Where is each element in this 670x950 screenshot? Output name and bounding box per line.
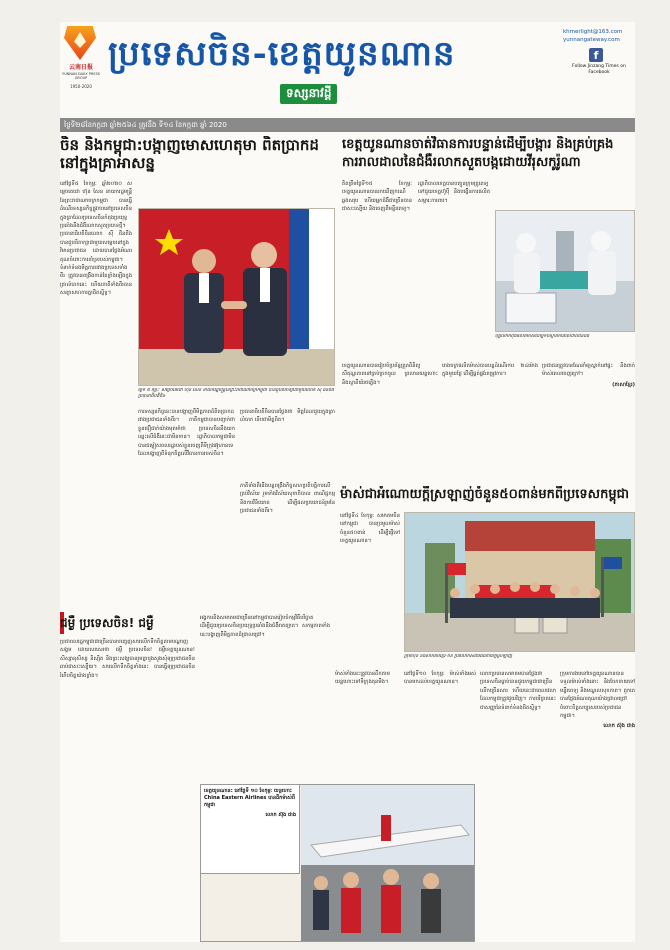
column-text: នៅថ្ងៃទី១០ ខែកុម្ភៈ ម៉ាស់ទាំងអស់បានមកដល់ខេត្តយូនណាន។ — [404, 671, 476, 686]
article-column-1 — [60, 180, 132, 608]
article-column-13 — [404, 670, 476, 780]
article-column-8 — [542, 362, 635, 482]
column-text: នៅថ្ងៃទី៤ ខែកុម្ភៈ សមាគមចិននៅកម្ពុជា បានប្រមូលម៉ាស់ចំនួន៥០ពាន់ ដើម្បីផ្ញើទៅខេត្តយូនណាន។ — [340, 513, 400, 545]
headline-main: ចិន និងកម្ពុជា:បង្កាញមោសហេតុមា ពិតប្រាកដនៅក្នុងគ្រាអាសន្ន — [60, 136, 319, 172]
logo-years: 1950-2020 — [70, 84, 92, 89]
article-signature: (ភាសាខ្មែរ) — [612, 381, 635, 388]
column-text: នៅថ្ងៃទី៥ ខែកុម្ភៈ ឆ្នាំ២០២០ សម្តេចតេជោ ហ៊ុន សែន នាយករដ្ឋមន្ត្រីនៃព្រះរាជាណាចក្រកម្ពុជា បានធ្វើដំណើរទស្សនកិច្ចផ្លូវការនៅប្រទេសចិន ក្នុងគ្រាដែលប្រទេសចិនកំពុងប្រយុទ្ធប្រឆាំងនឹងជំងឺរលាកសួតប្រភេទថ្មី។ ប្រធានាធិបតីចិនលោក ស៊ី ជីនពីង បានជួបពិភាក្សាជាមួយសម្តេចនៅក្នុងវិមានប្រជាជន ដោយបានថ្លែងអំណរគុណចំពោះការគាំទ្ររបស់កម្ពុជា។ ទំនាក់ទំនងមិត្តភាពរវាងប្រទេសទាំងពីរ ត្រូវបានពង្រឹងកាន់តែខ្លាំងឡើងក្នុងគ្រាលំបាកនេះ ហើយភាគីទាំងពីរបានសន្យាសហការគ្នាជិតស្និទ្ធ។ — [60, 181, 132, 297]
masthead-title: ប្រទេសចិន-ខេត្តយូនណាន — [108, 34, 456, 74]
facebook-follow-text: Follow Jinzang Times on Facebook — [572, 64, 626, 75]
logo-english-name: YUNNAN DAILY PRESS GROUP — [61, 72, 101, 80]
publisher-logo — [60, 22, 102, 102]
column-text: លោកប្រធានសមាគមបានថ្លែងថា ប្រទេសចិនធ្លាប់បានជួយកម្ពុជាជាច្រើនលើកច្រើនសារ ហើយនេះជាពេលវេលាដែលកម្ពុជាត្រូវជួយវិញ។ ការបរិច្ចាគនេះ ជាសញ្ញានៃទំនាក់ទំនងជិតស្និទ្ធ។ — [480, 671, 556, 711]
inset-airport-note — [200, 784, 300, 874]
contact-website[interactable]: yunnangateway.com — [563, 37, 620, 43]
article-column-6 — [342, 362, 438, 482]
column-text: គិតត្រឹមថ្ងៃទី១៥ ខែកុម្ភៈ ខេត្តយូនណានបានរកឃើញករណីឆ្លងសរុប ហើយអ្នកជំងឺជាច្រើនបានជាសះស្បើយ និងចេញពីមន្ទីរពេទ្យ។ — [342, 181, 412, 213]
article-column-14 — [480, 670, 556, 940]
article-signature: លោក ស៊ុង ជាង — [603, 723, 635, 730]
photo-caption-donation: ក្រុមហ៊ុន និងសមាគមខ្មែរ-ចិន ប្រគល់ម៉ាស់ជាអំណោយក្តីស្រឡាញ់ — [404, 654, 513, 659]
photo-mask-factory — [495, 210, 635, 332]
column-text: ប្រជាជនត្រូវបានណែនាំឲ្យស្នាក់នៅផ្ទះ និងពាក់ម៉ាស់ពេលចេញក្រៅ។ — [542, 363, 635, 378]
photo-leaders-handshake — [138, 208, 335, 386]
handshake-photo-illustration — [139, 209, 335, 386]
photo-caption-factory: បុគ្គលិកកំពុងផលិតម៉ាស់ដើម្បីទប់ស្កាត់ការរាលដាលនៃជំងឺ — [495, 334, 590, 339]
masthead-subtitle: ទស្សនាវដ្ដី — [280, 84, 337, 104]
article-column-9 — [340, 512, 400, 662]
article-column-3 — [240, 408, 335, 478]
photo-caption-leaders: ថ្ងៃទី ៥ កុម្ភៈ: សម្តេចតេជោ ហ៊ុន សែន នាយករដ្ឋមន្ត្រីនៃព្រះរាជាណាចក្រកម្ពុជា បានជួបពិភាក្សាជាមួយលោក ស៊ី ជីនពីង ប្រធានាធិបតីចិន — [138, 388, 334, 399]
column-text: ក្រុមការងារនៅខេត្តយូនណានបានទទួលម៉ាស់ទាំងនោះ និងចែកចាយទៅមន្ទីរពេទ្យ និងមណ្ឌលសុខភាព។ ពួកគេបានថ្លែងអំណរគុណយ៉ាងជ្រាលជ្រៅចំពោះចិត្តសប្បុរសរបស់ប្រជាជនកម្ពុជា។ — [560, 671, 635, 720]
article-column-7 — [442, 362, 538, 482]
masthead-subtitle-wrap — [280, 82, 390, 102]
masthead-contact — [563, 28, 635, 76]
headline-encouragement: ជម្ងឺ ប្រទេសចិន! ជម្ងឺ — [60, 616, 154, 630]
column-text: ការទស្សនកិច្ចនេះបានបង្ហាញពីមិត្តភាពដ៏ពិតប្រាកដរវាងប្រជាជនទាំងពីរ។ ភាគីកម្ពុជាបានបញ្ជាក់ថា ខ្លួនជឿជាក់យ៉ាងមុតមាំថា ប្រទេសចិននឹងយកឈ្នះលើជំងឺនេះជាមិនខាន។ រដ្ឋាភិបាលកម្ពុជាមិនបានជម្លៀសពលរដ្ឋរបស់ខ្លួនចេញពីទីក្រុងអ៊ូហានទេ ដែលបង្ហាញពីទំនុកចិត្តលើវិធានការរបស់ចិន។ — [138, 409, 235, 458]
article-column-11 — [200, 614, 330, 779]
newspaper-page — [60, 22, 635, 942]
dateline-bar: ថ្ងៃទី២៨ខែកក្កដា ឆ្នាំ២៥៦៤ ត្រូវនឹង ទី១៤ ខែកក្កដា ឆ្នាំ 2020 — [60, 118, 635, 132]
inset-signature: លោក ស៊ុង ជាង — [265, 811, 296, 818]
article-column-4 — [342, 180, 412, 360]
column-text: ខេត្តយូនណានបានរៀបចំប្រព័ន្ធត្រួតពិនិត្យសីតុណ្ហភាពនៅគ្រប់ច្រកចូល ព្រលានយន្តហោះ និងស្ថានីយ៍រថភ្លើង។ — [342, 363, 438, 386]
column-text: រោងចក្រផលិតម៉ាស់បានបន្តដំណើរការ ២៤ម៉ោងក្នុងមួយថ្ងៃ ដើម្បីផ្គត់ផ្គង់តម្រូវការ។ — [442, 363, 538, 378]
article-column-15 — [560, 670, 635, 940]
factory-photo-illustration — [496, 211, 635, 332]
column-text: អង្គការនិងសមាគមជាច្រើននៅកម្ពុជាបានរៀបចំកម្មវិធីបរិច្ចាគ ដើម្បីជួយប្រទេសចិនប្រយុទ្ធប្រឆាំងនឹងជំងឺរាតត្បាត។ សកម្មភាពទាំងនេះបង្ហាញពីមិត្តភាពដ៏ជ្រាលជ្រៅ។ — [200, 615, 330, 638]
contact-email[interactable]: khmerlight@163.com — [563, 29, 623, 35]
article-column-3b — [240, 482, 335, 608]
article-column-10 — [60, 638, 195, 942]
article-column-5 — [418, 180, 490, 360]
inset-text: ខេត្តយូនណាន: នៅថ្ងៃទី ១០ ខែកុម្ភៈ យន្តហោះ China Eastern Airlines បានដឹកម៉ាស់ពីកម្ពុជា — [204, 788, 296, 809]
column-text: ប្រធានាធិបតីចិនបានថ្លែងថា មិត្តដែលជួយក្នុងគ្រាលំបាក ទើបជាមិត្តពិត។ — [240, 409, 335, 424]
column-text: រដ្ឋាភិបាលខេត្តបានបញ្ជូនក្រុមគ្រូពេទ្យទៅជួយខេត្តហ៊ូប៉ី និងបង្កើនការផលិតសម្ភារៈការពារ។ — [418, 181, 490, 204]
logo-chinese-name: 云南日报 — [68, 64, 93, 71]
column-text: ភាគីទាំងពីរនឹងបន្តពង្រឹងកិច្ចសហប្រតិបត្តិការលើគ្រប់វិស័យ រួមទាំងវិស័យសុខាភិបាល ពាណិជ្ជកម្ម និងការវិនិយោគ ដើម្បីផលប្រយោជន៍រួមនៃប្រជាជនទាំងពីរ។ — [240, 483, 335, 515]
article-column-12 — [335, 670, 400, 780]
torch-logo-icon — [64, 26, 96, 60]
photo-donation-group — [404, 512, 635, 652]
column-text: ម៉ាស់ទាំងនេះត្រូវបានដឹកតាមយន្តហោះទៅទីក្រុងគុនមីង។ — [335, 671, 390, 686]
article-column-2 — [138, 408, 235, 608]
facebook-icon[interactable]: f — [589, 48, 603, 62]
donation-photo-illustration — [405, 513, 635, 652]
headline-masks-donation: ម៉ាស់ជាអំណោយក្តីស្រឡាញ់ចំនួន៥០ពាន់មកពីប្រទេសកម្ពុជា — [340, 487, 629, 502]
headline-yunnan: ខេត្តយូនណានចាត់វិធានការបន្ទាន់ដើម្បីបង្ការ និងគ្រប់គ្រងការរាលដាលនៃជំងឺរលាកសួតបង្កដោយវីរុសកូរ៉ូណា — [342, 137, 614, 170]
column-text: ប្រជាពលរដ្ឋកម្ពុជាជាច្រើនបានបញ្ចេញសារលើកទឹកចិត្តតាមបណ្តាញសង្គម ដោយសរសេរថា ជម្ងឺ ប្រទេសចិន! ជម្ងឺខេត្តយូនណាន! សិស្សានុសិស្ស និស្សិត និងព្រះសង្ឃបានរួមគ្នាបួងសួងសុំឲ្យប្រជាជនចិនឆាប់ជាសះស្បើយ។ សារលើកទឹកចិត្តទាំងនេះ បានធ្វើឲ្យប្រជាជនចិនរំភើបចិត្តយ៉ាងខ្លាំង។ — [60, 639, 195, 679]
